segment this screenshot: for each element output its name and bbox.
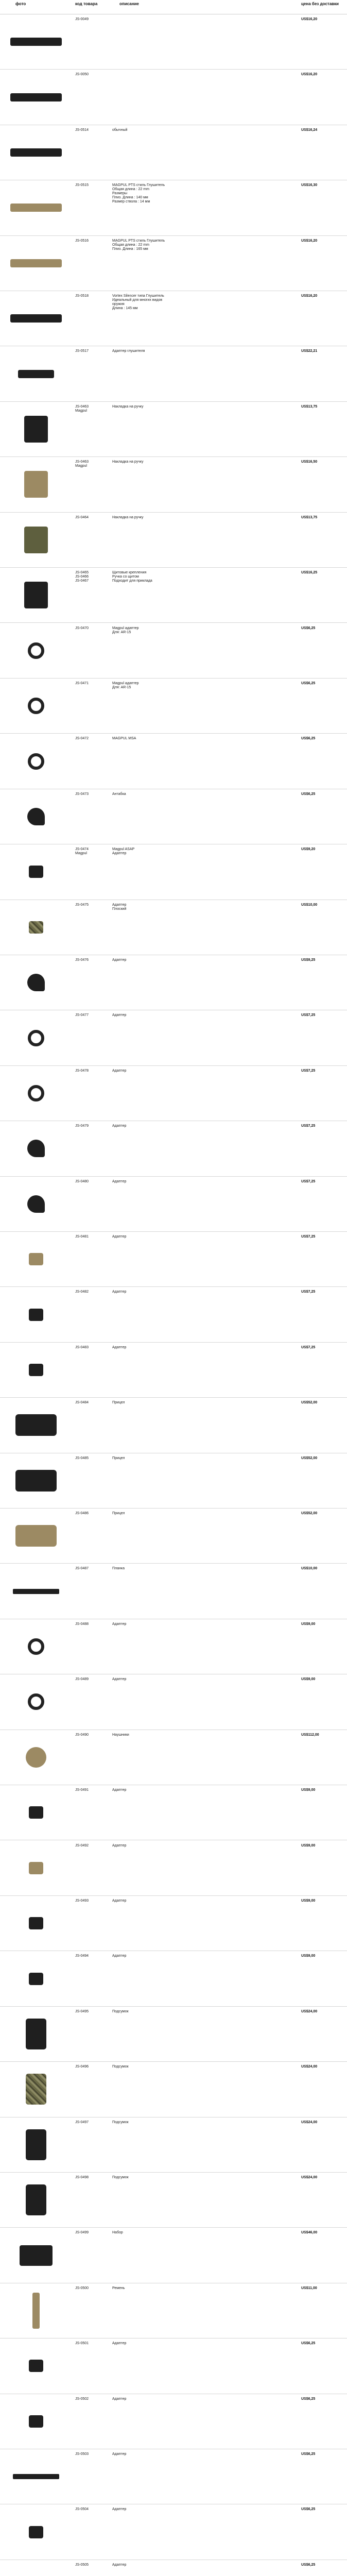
product-code: JS-0049 bbox=[75, 18, 89, 21]
product-code: JS-0498 bbox=[75, 2175, 89, 2179]
product-description: Magpul адаптер Для: AR-15 bbox=[112, 681, 139, 689]
product-photo bbox=[0, 1785, 72, 1840]
product-description: Прицел bbox=[112, 1401, 125, 1405]
product-code: JS-0492 bbox=[75, 1843, 89, 1848]
product-photo bbox=[0, 2228, 72, 2282]
table-row bbox=[0, 1896, 347, 1951]
table-row bbox=[0, 2173, 347, 2228]
product-photo bbox=[0, 2117, 72, 2172]
table-row bbox=[0, 568, 347, 623]
product-price: US$7,25 bbox=[301, 1179, 316, 1183]
product-price: US$11,00 bbox=[301, 2286, 317, 2290]
product-photo bbox=[0, 2449, 72, 2504]
product-price: US$9,00 bbox=[301, 1899, 316, 1903]
product-price: US$6,25 bbox=[301, 737, 316, 741]
product-price: US$24,00 bbox=[301, 2175, 318, 2179]
product-image bbox=[27, 808, 45, 825]
product-image bbox=[29, 866, 43, 878]
product-image bbox=[26, 2074, 46, 2105]
product-description: Адаптер bbox=[112, 1013, 127, 1018]
table-row bbox=[0, 2228, 347, 2283]
product-photo bbox=[0, 1343, 72, 1397]
product-code: JS-0050 bbox=[75, 73, 89, 77]
product-code: JS-0473 bbox=[75, 792, 89, 796]
product-code: JS-0465 JS-0466 JS-0467 bbox=[75, 571, 89, 583]
product-photo bbox=[0, 789, 72, 844]
product-price: US$10,00 bbox=[301, 1567, 318, 1571]
product-image bbox=[10, 314, 62, 323]
product-price: US$112,00 bbox=[301, 1733, 319, 1737]
product-photo bbox=[0, 1177, 72, 1231]
product-price: US$52,00 bbox=[301, 1456, 318, 1460]
table-row bbox=[0, 2394, 347, 2449]
product-code: JS-0476 bbox=[75, 958, 89, 962]
product-price: US$6,25 bbox=[301, 681, 316, 685]
product-description: Vortex Silencer типа Глушитель Идеальный для многих видов оружия Длина : 145 мм bbox=[112, 294, 164, 311]
table-row bbox=[0, 1453, 347, 1509]
product-image bbox=[28, 753, 44, 770]
product-description: Подсумок bbox=[112, 2065, 129, 2069]
product-code: JS-0517 bbox=[75, 349, 89, 353]
product-price: US$13,75 bbox=[301, 515, 318, 519]
product-description: Адаптер bbox=[112, 1788, 127, 1792]
product-description: Накладка на ручку bbox=[112, 460, 144, 464]
product-price: US$7,25 bbox=[301, 1345, 316, 1349]
product-price: US$52,00 bbox=[301, 1512, 318, 1516]
table-row bbox=[0, 2338, 347, 2394]
product-code: JS-0463 Magpul bbox=[75, 460, 89, 468]
product-description: Адаптер bbox=[112, 1179, 127, 1183]
product-price: US$7,25 bbox=[301, 1069, 316, 1073]
product-image bbox=[28, 1030, 44, 1046]
product-image bbox=[29, 1862, 43, 1874]
product-price: US$16,20 bbox=[301, 239, 318, 243]
table-row bbox=[0, 291, 347, 346]
product-code: JS-0494 bbox=[75, 1954, 89, 1958]
product-image bbox=[29, 1973, 43, 1985]
product-price: US$16,20 bbox=[301, 18, 318, 21]
product-description: MAGPUL PTS стиль Глушитель Общая длина : 22 mm Плиз. Длина : 165 мм bbox=[112, 239, 165, 251]
product-image bbox=[15, 1525, 57, 1547]
header-code: код товара bbox=[75, 2, 98, 6]
product-code: JS-0480 bbox=[75, 1179, 89, 1183]
product-image bbox=[26, 2019, 46, 2049]
product-price: US$9,00 bbox=[301, 1788, 316, 1792]
product-price: US$52,00 bbox=[301, 1401, 318, 1405]
product-description: Адаптер глушителя bbox=[112, 349, 145, 353]
table-row bbox=[0, 2560, 347, 2576]
product-photo bbox=[0, 2394, 72, 2449]
product-code: JS-0477 bbox=[75, 1013, 89, 1018]
product-image bbox=[27, 1140, 45, 1157]
product-code: JS-0496 bbox=[75, 2065, 89, 2069]
product-description: Подсумок bbox=[112, 2175, 129, 2179]
product-code: JS-0490 bbox=[75, 1733, 89, 1737]
product-price: US$6,25 bbox=[301, 2342, 316, 2346]
product-image bbox=[28, 642, 44, 659]
product-code: JS-0503 bbox=[75, 2452, 89, 2456]
product-description: Подсумок bbox=[112, 2009, 129, 2013]
product-price: US$24,00 bbox=[301, 2120, 318, 2124]
product-photo bbox=[0, 1896, 72, 1951]
product-image bbox=[28, 1693, 44, 1710]
product-photo bbox=[0, 125, 72, 180]
product-code: JS-0495 bbox=[75, 2009, 89, 2013]
table-row bbox=[0, 1287, 347, 1342]
product-price: US$9,20 bbox=[301, 848, 316, 852]
product-photo bbox=[0, 1674, 72, 1729]
product-price: US$7,25 bbox=[301, 1235, 316, 1239]
product-code: JS-0471 bbox=[75, 681, 89, 685]
table-row bbox=[0, 1121, 347, 1176]
table-row bbox=[0, 955, 347, 1010]
table-row bbox=[0, 2283, 347, 2338]
product-code: JS-0482 bbox=[75, 1290, 89, 1294]
product-price: US$6,25 bbox=[301, 2563, 316, 2567]
product-image bbox=[13, 2474, 59, 2479]
product-photo bbox=[0, 1121, 72, 1176]
product-photo bbox=[0, 734, 72, 788]
product-image bbox=[24, 582, 48, 608]
product-image bbox=[24, 527, 48, 553]
table-row bbox=[0, 14, 347, 70]
table-row bbox=[0, 1232, 347, 1287]
product-code: JS-0475 bbox=[75, 903, 89, 907]
product-description: Наушники bbox=[112, 1733, 129, 1737]
product-description: Magpul ASAP Адаптер bbox=[112, 848, 135, 856]
product-description: Адаптер bbox=[112, 1069, 127, 1073]
product-photo bbox=[0, 1066, 72, 1121]
product-code: JS-0514 bbox=[75, 128, 89, 132]
product-description: Подсумок bbox=[112, 2120, 129, 2124]
product-description: Прицел bbox=[112, 1456, 125, 1460]
product-photo bbox=[0, 513, 72, 567]
table-row bbox=[0, 2504, 347, 2560]
product-description: Адаптер bbox=[112, 1954, 127, 1958]
product-code: JS-0487 bbox=[75, 1567, 89, 1571]
product-code: JS-0489 bbox=[75, 1677, 89, 1682]
product-description: MAGPUL MSA bbox=[112, 737, 136, 741]
product-description: Адаптер bbox=[112, 2452, 127, 2456]
product-description bbox=[109, 14, 298, 69]
product-price: US$7,25 bbox=[301, 1124, 316, 1128]
table-row bbox=[0, 734, 347, 789]
product-description: Планка bbox=[112, 1567, 125, 1571]
product-photo bbox=[0, 1509, 72, 1563]
product-image bbox=[29, 1806, 43, 1819]
product-photo bbox=[0, 844, 72, 899]
product-photo bbox=[0, 291, 72, 346]
table-row bbox=[0, 1951, 347, 2006]
product-image bbox=[18, 370, 54, 378]
product-image bbox=[13, 1589, 59, 1594]
product-code: JS-0504 bbox=[75, 2507, 89, 2512]
product-description: Накладка на ручку bbox=[112, 404, 144, 409]
product-code: JS-0493 bbox=[75, 1899, 89, 1903]
product-description: Адаптер bbox=[112, 1235, 127, 1239]
product-photo bbox=[0, 2338, 72, 2393]
product-price: US$6,25 bbox=[301, 2397, 316, 2401]
product-description: Адаптер bbox=[112, 1345, 127, 1349]
product-code: JS-0491 bbox=[75, 1788, 89, 1792]
product-photo bbox=[0, 2062, 72, 2116]
product-price: US$16,20 bbox=[301, 73, 318, 77]
header-price: цена без доставки bbox=[301, 2, 339, 6]
product-price: US$6,25 bbox=[301, 626, 316, 630]
product-code: JS-0502 bbox=[75, 2397, 89, 2401]
product-description: Адаптер Плоский bbox=[112, 903, 127, 911]
product-photo bbox=[0, 180, 72, 235]
product-code: JS-0500 bbox=[75, 2286, 89, 2290]
table-row bbox=[0, 236, 347, 291]
product-image bbox=[29, 1253, 43, 1265]
table-row bbox=[0, 125, 347, 180]
product-photo bbox=[0, 679, 72, 733]
product-image bbox=[24, 416, 48, 443]
product-description: Щитовые крепления Ручка со щитом Подходит для приклада bbox=[112, 571, 152, 583]
product-photo bbox=[0, 1841, 72, 1895]
product-image bbox=[10, 93, 62, 101]
product-code: JS-0474 Magpul bbox=[75, 848, 89, 856]
product-photo bbox=[0, 1564, 72, 1618]
table-row bbox=[0, 457, 347, 512]
product-code: JS-0481 bbox=[75, 1235, 89, 1239]
product-price: US$9,25 bbox=[301, 958, 316, 962]
product-image bbox=[29, 1309, 43, 1321]
product-description: Адаптер bbox=[112, 1899, 127, 1903]
table-row bbox=[0, 402, 347, 457]
product-code: JS-0472 bbox=[75, 737, 89, 741]
product-code: JS-0518 bbox=[75, 294, 89, 298]
product-price: US$16,30 bbox=[301, 183, 318, 188]
table-row bbox=[0, 1730, 347, 1785]
product-price: US$6,25 bbox=[301, 2507, 316, 2512]
product-description: Адаптер bbox=[112, 1124, 127, 1128]
table-row bbox=[0, 513, 347, 568]
product-description: Адаптер bbox=[112, 2397, 127, 2401]
product-price: US$24,00 bbox=[301, 2065, 318, 2069]
product-image bbox=[27, 974, 45, 991]
product-code: JS-0483 bbox=[75, 1345, 89, 1349]
product-price: US$10,00 bbox=[301, 903, 318, 907]
product-code: JS-0479 bbox=[75, 1124, 89, 1128]
product-code: JS-0488 bbox=[75, 1622, 89, 1626]
product-price: US$7,25 bbox=[301, 1013, 316, 1018]
product-code: JS-0464 bbox=[75, 515, 89, 519]
product-description bbox=[109, 70, 298, 124]
product-photo bbox=[0, 1619, 72, 1674]
product-photo bbox=[0, 70, 72, 124]
table-row bbox=[0, 180, 347, 235]
product-photo bbox=[0, 623, 72, 678]
product-image bbox=[27, 1195, 45, 1213]
product-code: JS-0463 Magpul bbox=[75, 404, 89, 413]
product-photo bbox=[0, 1232, 72, 1286]
product-code: JS-0485 bbox=[75, 1456, 89, 1460]
table-row bbox=[0, 346, 347, 401]
product-price: US$9,00 bbox=[301, 1622, 316, 1626]
product-price: US$16,20 bbox=[301, 294, 318, 298]
product-photo bbox=[0, 1010, 72, 1065]
product-photo bbox=[0, 568, 72, 622]
product-photo bbox=[0, 2173, 72, 2227]
table-row bbox=[0, 1010, 347, 1065]
table-row bbox=[0, 1177, 347, 1232]
product-price: US$22,21 bbox=[301, 349, 318, 353]
product-photo bbox=[0, 236, 72, 291]
product-description: обычный bbox=[112, 128, 128, 132]
product-image bbox=[20, 2245, 53, 2266]
product-image bbox=[26, 2129, 46, 2160]
product-photo bbox=[0, 1453, 72, 1508]
product-image bbox=[29, 921, 43, 934]
product-description: Прицел bbox=[112, 1512, 125, 1516]
product-image bbox=[26, 2184, 46, 2215]
product-image bbox=[10, 204, 62, 212]
product-price: US$7,25 bbox=[301, 1290, 316, 1294]
product-image bbox=[29, 2415, 43, 2428]
product-price: US$16,50 bbox=[301, 460, 318, 464]
table-row bbox=[0, 2007, 347, 2062]
product-description: Накладка на ручку bbox=[112, 515, 144, 519]
product-photo bbox=[0, 900, 72, 955]
table-row bbox=[0, 1619, 347, 1674]
table-row bbox=[0, 2062, 347, 2117]
table-row bbox=[0, 1509, 347, 1564]
product-image bbox=[24, 471, 48, 498]
product-code: JS-0516 bbox=[75, 239, 89, 243]
product-price: US$9,00 bbox=[301, 1954, 316, 1958]
product-image bbox=[29, 2526, 43, 2538]
product-photo bbox=[0, 346, 72, 401]
product-image bbox=[32, 2293, 40, 2329]
product-description: Набор bbox=[112, 2231, 123, 2235]
product-price: US$16,24 bbox=[301, 128, 318, 132]
product-photo bbox=[0, 14, 72, 69]
product-code: JS-0499 bbox=[75, 2231, 89, 2235]
product-description: Адаптер bbox=[112, 2507, 127, 2512]
product-photo bbox=[0, 457, 72, 512]
product-image bbox=[10, 148, 62, 157]
table-row bbox=[0, 1841, 347, 1896]
product-image bbox=[29, 1917, 43, 1929]
product-price: US$24,00 bbox=[301, 2009, 318, 2013]
product-code: JS-0505 bbox=[75, 2563, 89, 2567]
table-row bbox=[0, 623, 347, 679]
product-description: Адаптер bbox=[112, 1622, 127, 1626]
table-row bbox=[0, 900, 347, 955]
table-row bbox=[0, 1785, 347, 1840]
table-row bbox=[0, 789, 347, 844]
product-description: Антабка bbox=[112, 792, 126, 796]
product-description: Адаптер bbox=[112, 2563, 127, 2567]
product-image bbox=[28, 1085, 44, 1101]
product-price: US$9,00 bbox=[301, 1843, 316, 1848]
table-row bbox=[0, 679, 347, 734]
product-photo bbox=[0, 1730, 72, 1785]
product-image bbox=[29, 1364, 43, 1376]
product-code: JS-0515 bbox=[75, 183, 89, 188]
product-code: JS-0484 bbox=[75, 1401, 89, 1405]
product-photo bbox=[0, 402, 72, 456]
product-price: US$46,00 bbox=[301, 2231, 318, 2235]
table-row bbox=[0, 1398, 347, 1453]
product-code: JS-0501 bbox=[75, 2342, 89, 2346]
header-description: описание bbox=[119, 2, 139, 6]
product-image bbox=[28, 698, 44, 714]
product-description: Адаптер bbox=[112, 2342, 127, 2346]
product-photo bbox=[0, 2007, 72, 2061]
product-description: Адаптер bbox=[112, 958, 127, 962]
product-code: JS-0470 bbox=[75, 626, 89, 630]
product-image bbox=[10, 38, 62, 46]
table-header bbox=[0, 0, 347, 14]
product-description: MAGPUL PTS стиль Глушитель Общая длина : 22 mm Размеры Плиз. Длина : 140 мм Размер ствола : 14 мм bbox=[112, 183, 165, 204]
product-price: US$9,00 bbox=[301, 1677, 316, 1682]
table-row bbox=[0, 1674, 347, 1730]
product-photo bbox=[0, 1951, 72, 2006]
product-description: Адаптер bbox=[112, 1677, 127, 1682]
product-price: US$6,25 bbox=[301, 2452, 316, 2456]
product-photo bbox=[0, 2560, 72, 2576]
product-image bbox=[10, 259, 62, 267]
product-photo bbox=[0, 955, 72, 1010]
product-price: US$16,25 bbox=[301, 571, 318, 575]
product-photo bbox=[0, 2504, 72, 2559]
product-code: JS-0486 bbox=[75, 1512, 89, 1516]
table-row bbox=[0, 2449, 347, 2504]
header-photo: фото bbox=[15, 2, 26, 6]
product-image bbox=[29, 2360, 43, 2372]
product-photo bbox=[0, 2283, 72, 2338]
product-image bbox=[26, 1747, 46, 1768]
product-description: Адаптер bbox=[112, 1290, 127, 1294]
product-image bbox=[15, 1470, 57, 1492]
product-code: JS-0497 bbox=[75, 2120, 89, 2124]
product-photo bbox=[0, 1287, 72, 1342]
table-row bbox=[0, 844, 347, 900]
table-row bbox=[0, 70, 347, 125]
product-image bbox=[15, 1414, 57, 1436]
product-description: Ремень bbox=[112, 2286, 125, 2290]
table-row bbox=[0, 2117, 347, 2173]
product-code: JS-0478 bbox=[75, 1069, 89, 1073]
product-image bbox=[28, 1638, 44, 1655]
product-price: US$6,25 bbox=[301, 792, 316, 796]
product-description: Magpul адаптер Для: AR-15 bbox=[112, 626, 139, 634]
product-price: US$13,75 bbox=[301, 404, 318, 409]
table-row bbox=[0, 1343, 347, 1398]
product-description: Адаптер bbox=[112, 1843, 127, 1848]
table-row bbox=[0, 1564, 347, 1619]
product-photo bbox=[0, 1398, 72, 1452]
table-row bbox=[0, 1066, 347, 1121]
